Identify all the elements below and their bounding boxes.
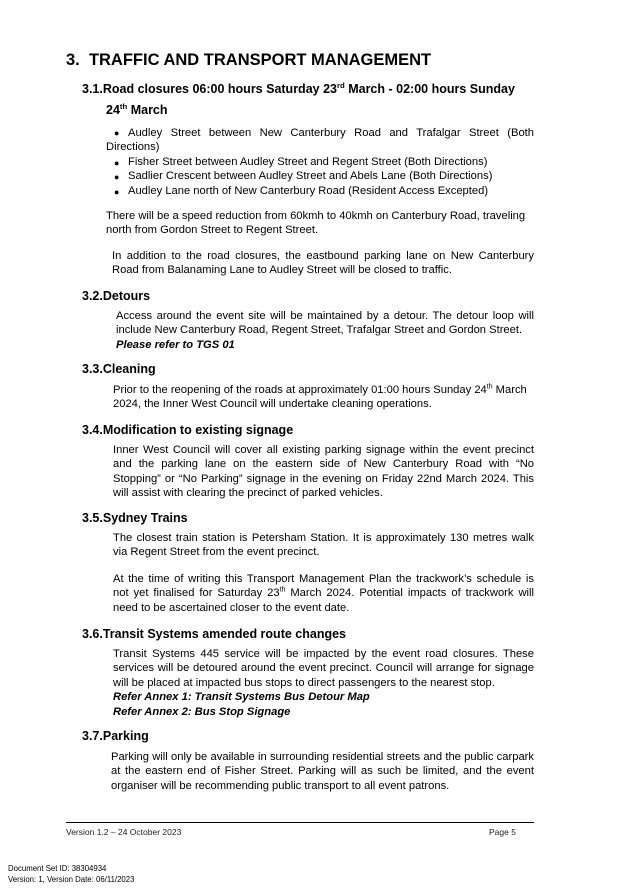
subsection-number: 3.5. — [82, 511, 103, 525]
document-version-date: Version: 1, Version Date: 06/11/2023 — [8, 875, 135, 884]
paragraph-parking: Parking will only be available in surrounding residential streets and the public carpark at the eastern end of Fisher Street. Parking will as such be limited, and the event organiser will be recommending public transport to all event patrons. — [111, 751, 534, 792]
bullet-icon: ● — [114, 186, 120, 197]
list-item — [106, 169, 534, 183]
paragraph-signage: Inner West Council will cover all existing parking signage within the event precinct and the parking lane on the eastern side of New Canterbury Road with “No Stopping” or “No Parking” signage in the evening on Friday 22nd March 2024. This will assist with clearing the precinct of parked vehicles. — [113, 444, 534, 500]
paragraph-transit — [113, 647, 534, 719]
list-item — [106, 126, 534, 155]
paragraph-station: The closest train station is Petersham Station. It is approximately 130 metres walk via Regent Street from the event precinct. — [113, 532, 534, 559]
document-set-id: Document Set ID: 38304934 — [8, 864, 107, 873]
list-item-text: Audley Street between New Canterbury Road and Trafalgar Street (Both Directions) — [106, 127, 534, 154]
subsection-title-part: 24 — [106, 103, 120, 117]
subsection-heading-3-1 — [82, 82, 515, 96]
subsection-heading-3-6 — [82, 627, 346, 641]
subsection-heading-3-5 — [82, 511, 188, 525]
footer-page-number: Page 5 — [489, 827, 516, 837]
list-item-text: Audley Lane north of New Canterbury Road (Resident Access Excepted) — [128, 184, 489, 197]
reference-text: Please refer to TGS 01 — [116, 338, 235, 351]
paragraph-parking-lane: In addition to the road closures, the eastbound parking lane on New Canterbury Road from Balanaming Lane to Audley Street will be closed to traffic. — [112, 250, 534, 277]
superscript: th — [119, 101, 128, 111]
paragraph-trackwork — [113, 572, 534, 615]
paragraph-text: At the time of writing this Transport Management Plan the trackwork’s schedule is not yet finalised for Saturday 23 — [113, 573, 534, 600]
footer-version: Version 1.2 – 24 October 2023 — [66, 827, 182, 837]
subsection-title: Detours — [102, 289, 151, 303]
bullet-icon: ● — [114, 128, 120, 138]
bullet-icon: ● — [114, 157, 120, 168]
footer-divider — [66, 822, 534, 823]
section-number: 3. — [66, 51, 80, 69]
paragraph-text: Access around the event site will be maintained by a detour. The detour loop will include New Canterbury Road, Regent Street, Trafalgar Street and Gordon Street. — [116, 310, 534, 337]
list-item-text: Fisher Street between Audley Street and Regent Street (Both Directions) — [128, 155, 488, 168]
subsection-title: Parking — [102, 729, 149, 743]
subsection-heading-3-7 — [82, 729, 149, 743]
subsection-heading-3-1-line2 — [106, 103, 168, 117]
subsection-number: 3.7. — [82, 729, 103, 743]
subsection-title-part: Road closures 06:00 hours Saturday 23 — [102, 82, 337, 96]
superscript: rd — [336, 80, 345, 90]
section-title: TRAFFIC AND TRANSPORT MANAGEMENT — [88, 51, 432, 69]
bullet-icon: ● — [114, 172, 120, 183]
subsection-title-part: March - 02:00 hours Sunday — [344, 82, 515, 96]
paragraph-text: March 2024. Potential impacts of trackwork will need to be ascertained closer to the event date. — [113, 587, 534, 614]
list-item-text: Sadlier Crescent between Audley Street and Abels Lane (Both Directions) — [128, 170, 493, 183]
subsection-number: 3.3. — [82, 362, 103, 376]
list-item — [106, 184, 534, 198]
subsection-number: 3.6. — [82, 627, 103, 641]
reference-text: Refer Annex 2: Bus Stop Signage — [113, 705, 291, 718]
section-heading — [66, 51, 431, 70]
subsection-number: 3.4. — [82, 423, 103, 437]
list-item — [106, 155, 534, 169]
superscript: th — [486, 383, 493, 391]
subsection-heading-3-4 — [82, 423, 293, 437]
subsection-title: Modification to existing signage — [102, 423, 294, 437]
subsection-title: Cleaning — [102, 362, 156, 376]
subsection-title: Sydney Trains — [102, 511, 188, 525]
paragraph-text: Transit Systems 445 service will be impacted by the event road closures. These services will be detoured around the event precinct. Council will arrange for signage will be placed at impacted bus stops to direct passengers to the nearest stop. — [113, 648, 534, 689]
subsection-title: Transit Systems amended route changes — [102, 627, 346, 641]
subsection-heading-3-2 — [82, 289, 150, 303]
subsection-number: 3.1. — [82, 82, 103, 96]
paragraph-cleaning — [113, 383, 535, 412]
paragraph-text: Prior to the reopening of the roads at approximately 01:00 hours Sunday 24 — [113, 384, 487, 396]
paragraph-text: March 2024, the Inner West Council will undertake cleaning operations. — [113, 384, 527, 411]
paragraph-detours — [116, 309, 534, 352]
subsection-title-part: March — [127, 103, 168, 117]
reference-text: Refer Annex 1: Transit Systems Bus Detour Map — [113, 691, 370, 704]
subsection-heading-3-3 — [82, 362, 156, 376]
paragraph-speed-reduction: There will be a speed reduction from 60kmh to 40kmh on Canterbury Road, traveling north from Gordon Street to Regent Street. — [106, 210, 526, 237]
subsection-number: 3.2. — [82, 289, 103, 303]
superscript: th — [279, 586, 286, 594]
closure-list — [106, 126, 534, 198]
